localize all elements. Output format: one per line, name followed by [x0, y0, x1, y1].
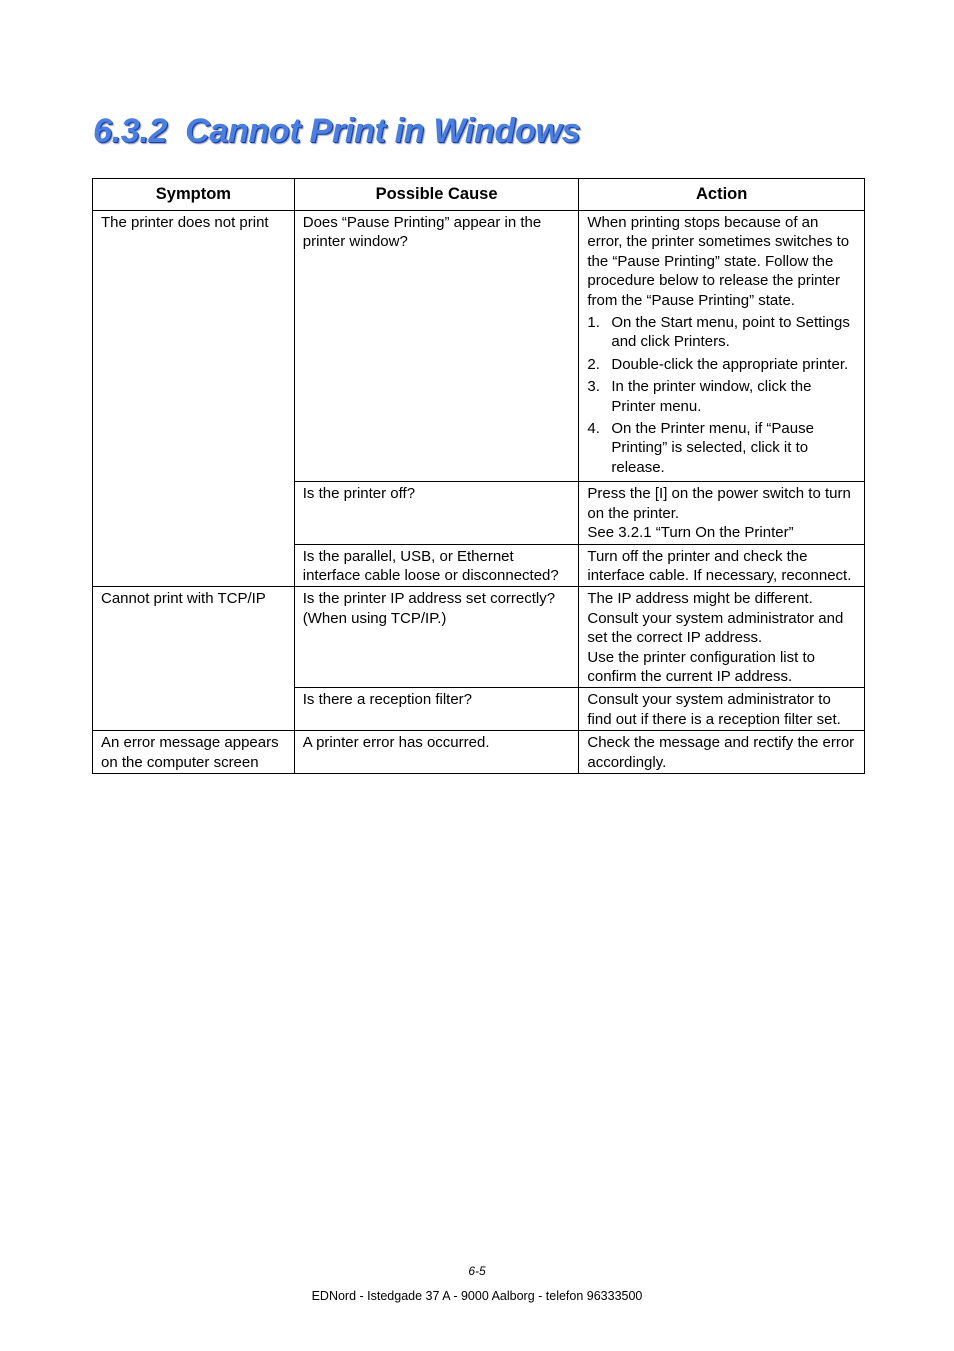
step-number: 4.: [587, 420, 600, 438]
action-intro: When printing stops because of an error, the printer sometimes switches to the “Pause Printing” state. Follow the procedure below to release the printer from the “Pause Printing” state.: [587, 214, 850, 309]
table-header-row: [93, 179, 865, 211]
step-text: On the Printer menu, if “Pause Printing” is selected, click it to release.: [611, 420, 814, 476]
cause-cell: A printer error has occurred.: [294, 731, 579, 774]
action-cell: [579, 587, 865, 688]
action-line: Use the printer configuration list to confirm the current IP address.: [587, 648, 815, 685]
header-possible-cause: Possible Cause: [294, 179, 579, 211]
step-number: 2.: [587, 355, 600, 373]
action-cell: Turn off the printer and check the interface cable. If necessary, reconnect.: [579, 544, 865, 587]
symptom-cell: An error message appears on the computer screen: [93, 731, 295, 774]
step-number: 3.: [587, 378, 600, 396]
action-cell: [579, 211, 865, 482]
action-cell: [579, 482, 865, 544]
table-row: [93, 211, 865, 482]
action-reference: See 3.2.1 “Turn On the Printer”: [587, 524, 794, 542]
action-cell: Consult your system administrator to find out if there is a reception filter set.: [579, 688, 865, 731]
list-item: [587, 313, 856, 352]
step-text: In the printer window, click the Printer menu.: [611, 378, 812, 415]
page-title: [93, 112, 580, 151]
action-steps: [587, 313, 856, 477]
table-row: [93, 587, 865, 688]
table-row: [93, 688, 865, 731]
symptom-cell-continued: [93, 544, 295, 587]
cause-cell: Is the printer off?: [294, 482, 579, 544]
step-text: Double-click the appropriate printer.: [611, 355, 849, 373]
symptom-cell-continued: [93, 688, 295, 731]
header-action: Action: [579, 179, 865, 211]
cause-cell: Is there a reception filter?: [294, 688, 579, 731]
section-number: 6.3.2: [93, 112, 168, 150]
cause-cell: Is the parallel, USB, or Ethernet interface cable loose or disconnected?: [294, 544, 579, 587]
list-item: [587, 419, 856, 477]
step-text: On the Start menu, point to Settings and click Printers.: [611, 314, 850, 351]
page-footer: EDNord - Istedgade 37 A - 9000 Aalborg - telefon 96333500: [311, 1289, 643, 1303]
action-cell: Check the message and rectify the error accordingly.: [579, 731, 865, 774]
page-number: 6-5: [468, 1264, 486, 1278]
symptom-cell: Cannot print with TCP/IP: [93, 587, 295, 688]
symptom-cell: The printer does not print: [93, 211, 295, 482]
header-symptom: Symptom: [93, 179, 295, 211]
troubleshooting-table: [92, 178, 865, 774]
symptom-cell-continued: [93, 482, 295, 544]
table-row: [93, 544, 865, 587]
step-number: 1.: [587, 314, 600, 332]
table-row: [93, 482, 865, 544]
action-line: The IP address might be different. Consult your system administrator and set the correct IP address.: [587, 590, 844, 647]
cause-cell: Is the printer IP address set correctly? (When using TCP/IP.): [294, 587, 579, 688]
section-title: Cannot Print in Windows: [185, 112, 581, 150]
list-item: [587, 377, 856, 416]
cause-cell: Does “Pause Printing” appear in the printer window?: [294, 211, 579, 482]
action-line: Press the [I] on the power switch to turn on the printer.: [587, 485, 851, 522]
table-row: [93, 731, 865, 774]
list-item: [587, 355, 856, 374]
